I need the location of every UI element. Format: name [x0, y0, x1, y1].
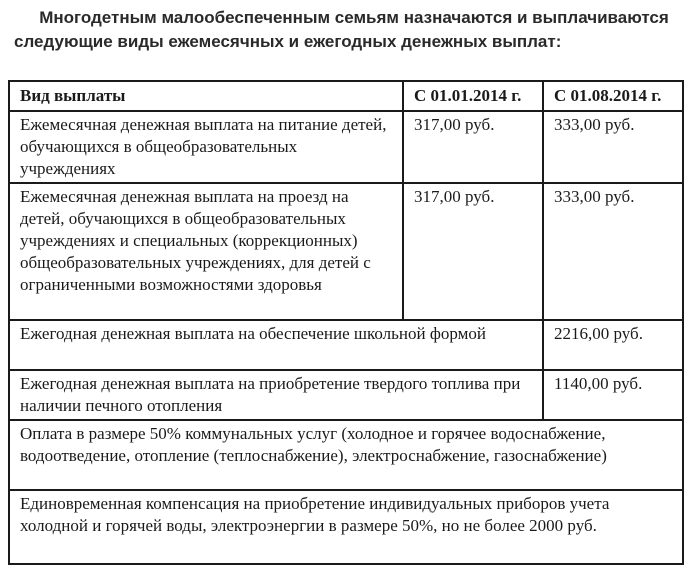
intro-heading	[0, 6, 690, 54]
header-payment-type: Вид выплаты	[9, 81, 403, 111]
payments-table	[8, 80, 684, 565]
payment-type-cell: Ежегодная денежная выплата на обеспечение школьной формой	[9, 320, 543, 370]
table-row	[9, 320, 683, 370]
payment-type-cell: Ежегодная денежная выплата на приобретение твердого топлива при наличии печного отопления	[9, 370, 543, 420]
table-row	[9, 111, 683, 183]
payment-type-cell: Ежемесячная денежная выплата на проезд на детей, обучающихся в общеобразовательных учреждениях и специальных (коррекционных) общеобразовательных учреждениях, для детей с ограниченными возможностями здоровья	[9, 183, 403, 320]
table-row	[9, 183, 683, 320]
amount-2014-08-cell: 333,00 руб.	[543, 183, 683, 320]
amount-2014-01-cell: 317,00 руб.	[403, 111, 543, 183]
intro-line-1: Многодетным малообеспеченным семьям назначаются и выплачиваются	[39, 8, 669, 27]
amount-2014-08-cell: 1140,00 руб.	[543, 370, 683, 420]
table-row	[9, 420, 683, 490]
header-from-2014-01: С 01.01.2014 г.	[403, 81, 543, 111]
table-header-row	[9, 81, 683, 111]
table-row	[9, 370, 683, 420]
header-from-2014-08: С 01.08.2014 г.	[543, 81, 683, 111]
table-row	[9, 490, 683, 564]
full-width-cell: Оплата в размере 50% коммунальных услуг (холодное и горячее водоснабжение, водоотведение, отопление (теплоснабжение), электроснабжение, газоснабжение)	[9, 420, 683, 490]
full-width-cell: Единовременная компенсация на приобретение индивидуальных приборов учета холодной и горячей воды, электроэнергии в размере 50%, но не более 2000 руб.	[9, 490, 683, 564]
amount-2014-08-cell: 333,00 руб.	[543, 111, 683, 183]
payment-type-cell: Ежемесячная денежная выплата на питание детей, обучающихся в общеобразовательных учреждениях	[9, 111, 403, 183]
amount-2014-08-cell: 2216,00 руб.	[543, 320, 683, 370]
intro-line-2: следующие виды ежемесячных и ежегодных денежных выплат:	[14, 32, 562, 51]
amount-2014-01-cell: 317,00 руб.	[403, 183, 543, 320]
